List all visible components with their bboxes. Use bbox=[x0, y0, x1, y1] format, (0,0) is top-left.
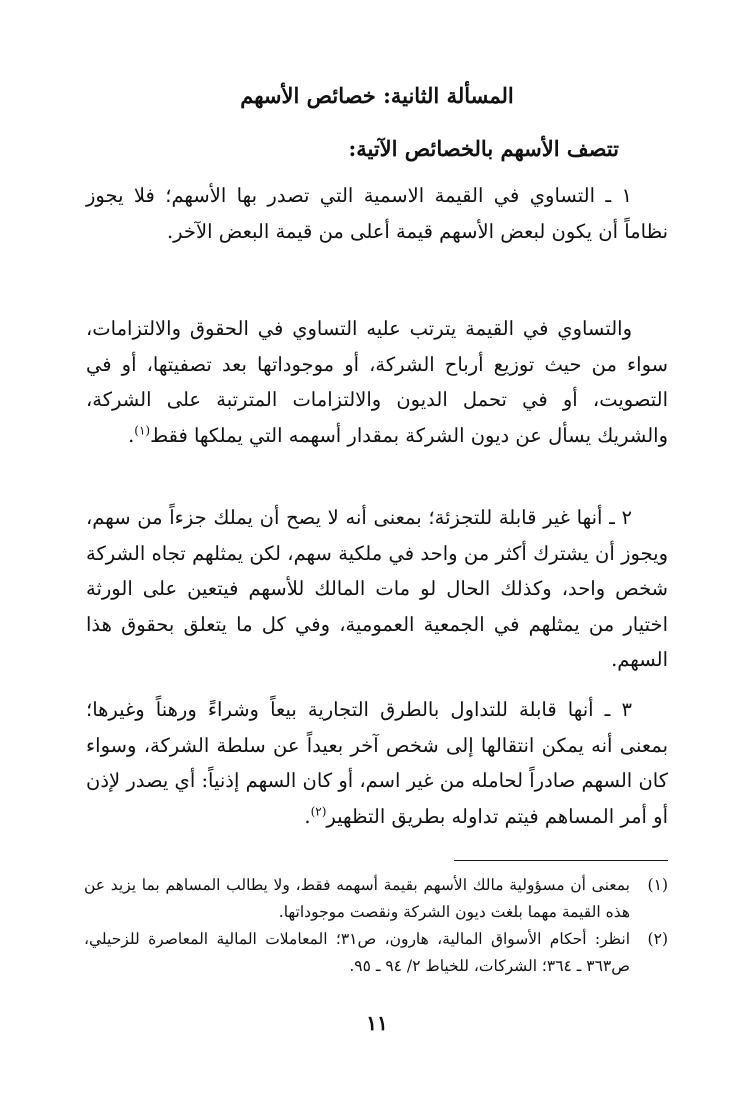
footnotes bbox=[84, 872, 668, 980]
paragraph-4-tail: . bbox=[304, 804, 311, 828]
footnote-2 bbox=[84, 926, 668, 980]
footnote-2-number: (٢) bbox=[647, 930, 668, 948]
section-title: المسألة الثانية: خصائص الأسهم bbox=[240, 83, 514, 108]
paragraph-4 bbox=[86, 692, 668, 834]
paragraph-3 bbox=[86, 500, 668, 678]
paragraph-1-text: ١ ـ التساوي في القيمة الاسمية التي تصدر بها الأسهم؛ فلا يجوز نظاماً أن يكون لبعض الأسهم قيمة أعلى من قيمة البعض الآخر. bbox=[86, 184, 668, 243]
paragraph-4-text: ٣ ـ أنها قابلة للتداول بالطرق التجارية بيعاً وشراءً ورهناً وغيرها؛ بمعنى أنه يمكن انتقالها إلى شخص آخر بعيداً عن سلطة الشركة، وسواء كان السهم صادراً لحامله من غير اسم، أو كان السهم إذنياً: أي يصدر لإذن أو أمر المساهم فيتم تداوله بطريق التظهير bbox=[86, 698, 668, 828]
paragraph-2 bbox=[86, 311, 668, 453]
page-number: ١١ bbox=[366, 1011, 388, 1035]
paragraph-2-text: والتساوي في القيمة يترتب عليه التساوي في الحقوق والالتزامات، سواء من حيث توزيع أرباح الشركة، أو موجوداتها بعد تصفيتها، أو في التصويت، أو في تحمل الديون والالتزامات المترتبة على الشركة، والشريك يسأل عن ديون الشركة بمقدار أسهمه التي يملكها فقط bbox=[86, 317, 668, 447]
footnote-ref-2[interactable]: (٢) bbox=[310, 804, 327, 818]
footnote-1 bbox=[84, 872, 668, 926]
footnote-divider bbox=[454, 860, 668, 861]
footnote-1-number: (١) bbox=[647, 876, 668, 894]
footnote-1-text: بمعنى أن مسؤولية مالك الأسهم بقيمة أسهمه فقط، ولا يطالب المساهم بما يزيد عن هذه القيمة مهما بلغت ديون الشركة ونقصت موجوداتها. bbox=[84, 876, 630, 921]
paragraph-1 bbox=[86, 178, 668, 249]
paragraph-2-tail: . bbox=[128, 423, 135, 447]
subheading: تتصف الأسهم بالخصائص الآتية: bbox=[348, 136, 619, 161]
paragraph-3-text: ٢ ـ أنها غير قابلة للتجزئة؛ بمعنى أنه لا يصح أن يملك جزءاً من سهم، ويجوز أن يشترك أكثر من واحد في ملكية سهم، لكن يمثلهم تجاه الشركة شخص واحد، وكذلك الحال لو مات المالك للأسهم فيتعين على الورثة اختيار من يمثلهم في الجمعية العمومية، وفي كل ما يتعلق بحقوق هذا السهم. bbox=[86, 506, 668, 671]
footnote-2-text: انظر: أحكام الأسواق المالية، هارون، ص٣١؛ المعاملات المالية المعاصرة للزحيلي، ص٣٦٣ ـ ٣٦٤؛ الشركات، للخياط ٢/ ٩٤ ـ ٩٥. bbox=[84, 930, 630, 975]
footnote-ref-1[interactable]: (١) bbox=[134, 423, 151, 437]
